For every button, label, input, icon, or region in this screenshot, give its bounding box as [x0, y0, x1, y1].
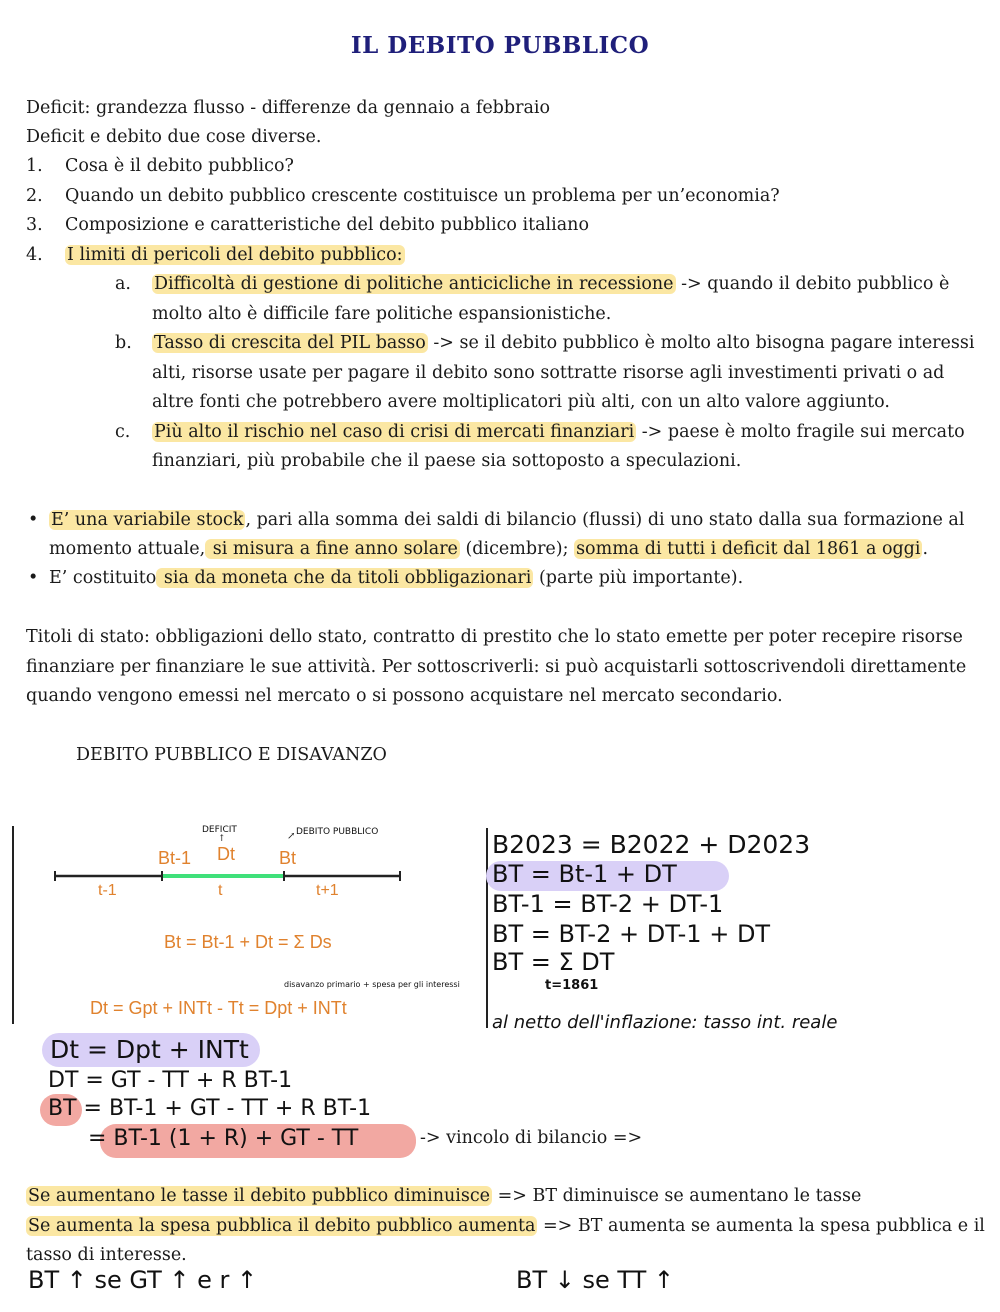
b-t-label: Bt: [279, 848, 297, 868]
hand-note: al netto dell'inflazione: tasso int. reale: [492, 1012, 838, 1033]
arrow-up-icon: ↑: [218, 834, 226, 844]
sub-number-a: a.: [115, 274, 131, 294]
sum-index: t=1861: [545, 978, 599, 993]
paragraph-line: Titoli di stato: obbligazioni dello stato, contratto di prestito che lo stato emette per poter recepire risorse: [26, 627, 963, 647]
intro-line-1: Deficit: grandezza flusso - differenze da gennaio a febbraio: [26, 98, 551, 118]
hand-equation: BT = Σ DT: [492, 948, 615, 976]
sub-item-a-line2: molto alto è difficile fare politiche espansionistiche.: [152, 304, 612, 324]
highlight: E’ una variabile stock: [51, 510, 244, 530]
sub-number-b: b.: [115, 333, 132, 353]
paragraph-line: finanziare per finanziare le sue attività. Per sottoscriverli: si può acquistarli sottoscrivendoli direttamente: [26, 657, 967, 677]
bullet-dot: •: [28, 510, 39, 530]
highlight: Difficoltà di gestione di politiche anticicliche in recessione: [154, 274, 674, 294]
list-item-4: [65, 241, 405, 271]
list-item: Composizione e caratteristiche del debito pubblico italiano: [65, 215, 589, 235]
list-number: 3.: [26, 215, 43, 235]
text: .: [922, 539, 929, 559]
highlight: si misura a fine anno solare: [207, 539, 458, 559]
hand-conclusion-right: BT ↓ se TT ↑: [516, 1266, 675, 1294]
sub-item-c-line1: [152, 418, 965, 448]
arrow-curve-icon: ↗: [287, 831, 296, 842]
middle-rule: [486, 828, 488, 1028]
highlight: Più alto il rischio nel caso di crisi di mercati finanziari: [154, 422, 635, 442]
deficit-label: DEFICIT: [202, 825, 237, 835]
list-number: 4.: [26, 245, 43, 265]
text: -> quando il debito pubblico è: [675, 274, 950, 294]
bullet-2-line1: [49, 564, 743, 594]
text: , pari alla somma dei saldi di bilancio (flussi) di uno stato dalla sua formazione al: [245, 510, 965, 530]
conclusion-2-line2: tasso di interesse.: [26, 1245, 187, 1265]
text: => BT aumenta se aumenta la spesa pubblica e il: [537, 1216, 985, 1236]
vincolo-label: -> vincolo di bilancio =>: [420, 1128, 643, 1148]
debito-label: DEBITO PUBBLICO: [296, 827, 379, 837]
formula-stock: Bt = Bt-1 + Dt = Σ Ds: [164, 932, 332, 952]
hand-equation: = BT-1 (1 + R) + GT - TT: [88, 1126, 359, 1151]
sub-item-b-line3: altre fonti che potrebbero avere moltiplicatori più alti, con un alto valore aggiunto.: [152, 392, 890, 412]
bullet-1-line2: [49, 535, 928, 565]
text: momento attuale,: [49, 539, 206, 559]
hand-equation: B2023 = B2022 + D2023: [492, 830, 811, 859]
d-t-label: Dt: [217, 844, 235, 864]
text: -> paese è molto fragile sui mercato: [636, 422, 965, 442]
list-item: Cosa è il debito pubblico?: [65, 156, 294, 176]
intro-line-2: Deficit e debito due cose diverse.: [26, 127, 322, 147]
bullet-dot: •: [28, 568, 39, 588]
sub-item-b-line1: [152, 329, 974, 359]
text: (parte più importante).: [533, 568, 744, 588]
conclusion-2: [26, 1212, 985, 1242]
text: -> se il debito pubblico è molto alto bisogna pagare interessi: [427, 333, 975, 353]
sub-item-b-line2: alti, risorse usate per pagare il debito sono sottratte risorse agli investimenti privati o ad: [152, 363, 945, 383]
highlight: I limiti di pericoli del debito pubblico:: [67, 245, 403, 265]
sub-item-c-line2: finanziari, più probabile che il paese sia sottoposto a speculazioni.: [152, 451, 742, 471]
text: (dicembre);: [459, 539, 575, 559]
conclusion-1: [26, 1182, 861, 1212]
list-number: 2.: [26, 186, 43, 206]
tick-label: t: [218, 882, 223, 899]
text: => BT diminuisce se aumentano le tasse: [492, 1186, 862, 1206]
left-rule: [12, 826, 14, 1024]
hand-equation: BT-1 = BT-2 + DT-1: [492, 890, 724, 918]
sub-item-a-line1: [152, 270, 949, 300]
text: E’ costituito: [49, 568, 157, 588]
highlight: somma di tutti i deficit dal 1861 a oggi: [576, 539, 921, 559]
highlight: sia da moneta che da titoli obbligazionari: [158, 568, 532, 588]
tick-label: t-1: [98, 882, 117, 899]
highlight: Tasso di crescita del PIL basso: [154, 333, 426, 353]
highlight: Se aumenta la spesa pubblica il debito pubblico aumenta: [28, 1216, 536, 1236]
section-heading: DEBITO PUBBLICO E DISAVANZO: [76, 745, 387, 765]
tick-label: t+1: [316, 882, 339, 899]
note-small: disavanzo primario + spesa per gli interessi: [284, 980, 460, 989]
paragraph-line: quando vengono emessi nel mercato o si possono acquistare nel mercato secondario.: [26, 686, 783, 706]
b-prev-label: Bt-1: [158, 848, 192, 868]
bullet-1-line1: [49, 506, 964, 536]
formula-deficit: Dt = Gpt + INTt - Tt = Dpt + INTt: [90, 998, 347, 1018]
hand-equation: BT = BT-2 + DT-1 + DT: [492, 920, 771, 948]
hand-equation: BT = Bt-1 + DT: [492, 860, 677, 888]
list-number: 1.: [26, 156, 43, 176]
highlight: Se aumentano le tasse il debito pubblico diminuisce: [28, 1186, 491, 1206]
hand-equation: DT = GT - TT + R BT-1: [48, 1068, 293, 1093]
list-item: Quando un debito pubblico crescente costituisce un problema per un’economia?: [65, 186, 780, 206]
hand-equation: Dt = Dpt + INTt: [50, 1035, 249, 1064]
hand-conclusion-left: BT ↑ se GT ↑ e r ↑: [28, 1266, 258, 1294]
hand-equation: BT = BT-1 + GT - TT + R BT-1: [48, 1096, 372, 1121]
page-title: IL DEBITO PUBBLICO: [350, 32, 650, 59]
sub-number-c: c.: [115, 422, 131, 442]
